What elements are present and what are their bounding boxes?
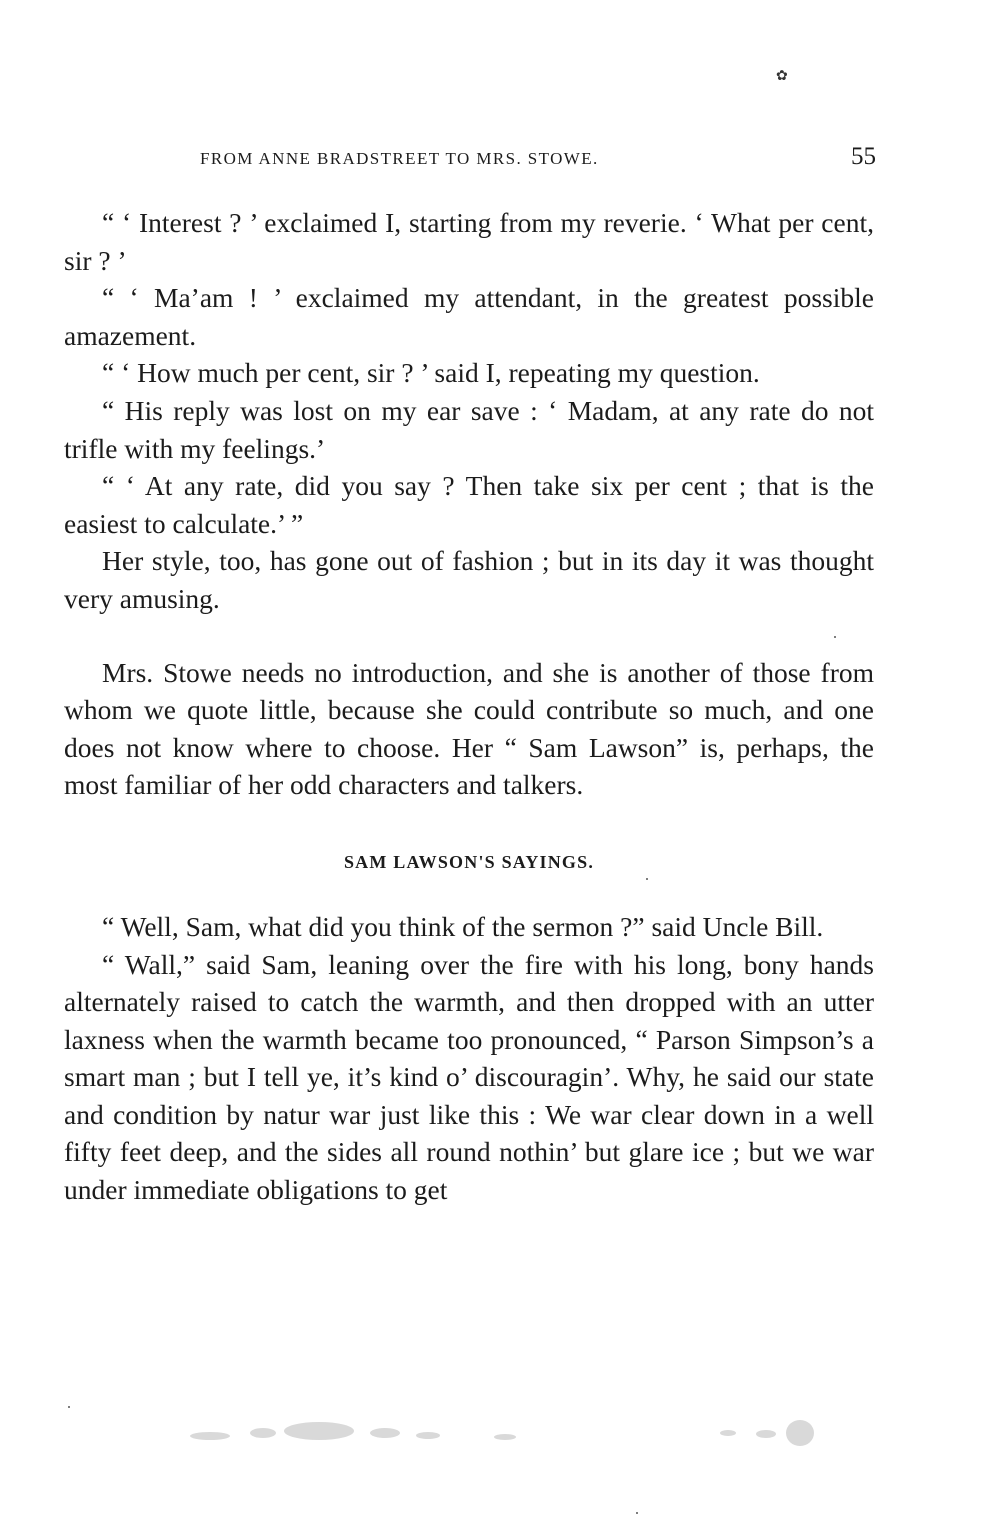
paragraph: “ ‘ Interest ? ’ exclaimed I, starting from my reverie. ‘ What per cent, sir ? ’ (64, 207, 874, 276)
speck (646, 878, 648, 880)
section-gap (64, 880, 874, 908)
paragraph: Her style, too, has gone out of fashion ; but in its day it was thought very amusing. (64, 545, 874, 614)
section-heading: SAM LAWSON'S SAYINGS. (343, 851, 595, 872)
speck (834, 636, 836, 638)
paragraph: “ ‘ Ma’am ! ’ exclaimed my attendant, in the greatest possible amazement. (64, 282, 874, 351)
bleed-through-marks (180, 1414, 820, 1454)
paragraph: “ Wall,” said Sam, leaning over the fire with his long, bony hands alternately raised to catch the warmth, and then dropped with an utter laxness when the warmth became too pronounced, “ Parson Simpson’s a smart man ; but I tell ye, it’s kind o’ discouragin’. Why, he said our state and condition by natur war just like this : We war clear down in a well fifty feet deep, and the sides all round nothin’ but glare ice ; but we war under immediate obligations to get (64, 948, 874, 1206)
paragraph: “ His reply was lost on my ear save : ‘ Madam, at any rate do not trifle with my feelings.’ (64, 394, 874, 464)
page-number: 55 (851, 143, 876, 170)
paragraph: “ Well, Sam, what did you think of the sermon ?” said Uncle Bill. (102, 910, 824, 942)
running-head: FROM ANNE BRADSTREET TO MRS. STOWE. (200, 149, 599, 168)
paragraph: “ ‘ At any rate, did you say ? Then take six per cent ; that is the easiest to calculate.’ ” (64, 470, 874, 539)
body-text (64, 204, 874, 1209)
ornament-mark: ✿ (776, 69, 788, 84)
page-header (200, 143, 876, 175)
paragraph-gap (64, 618, 874, 654)
speck (68, 1406, 70, 1408)
section-gap (64, 804, 874, 844)
speck (636, 1512, 638, 1514)
paragraph: Mrs. Stowe needs no introduction, and she is another of those from whom we quote little, because she could contribute so much, and one does not know where to choose. Her “ Sam Lawson” is, perhaps, the most familiar of her odd characters and talkers. (64, 656, 874, 801)
paragraph: “ ‘ How much per cent, sir ? ’ said I, repeating my question. (102, 357, 760, 389)
